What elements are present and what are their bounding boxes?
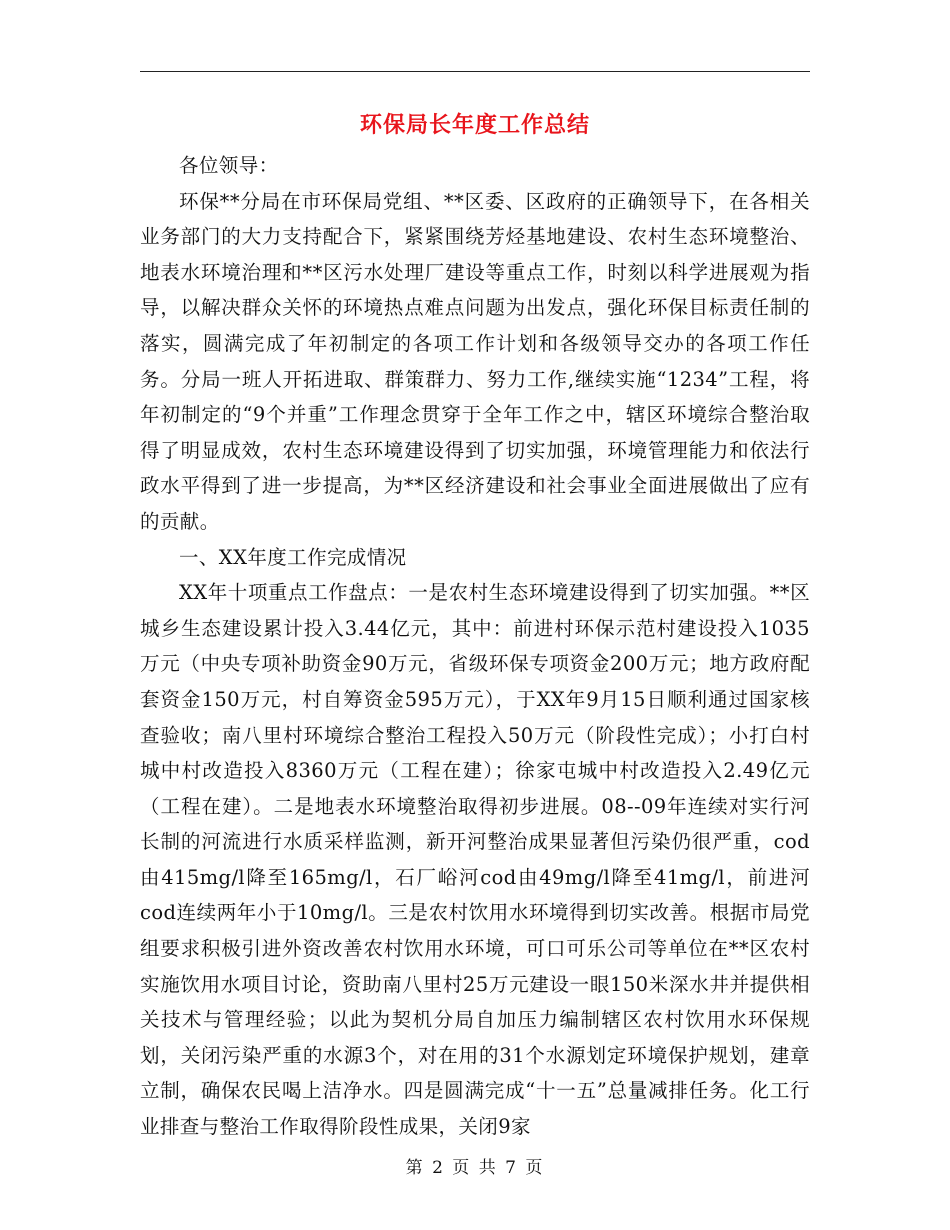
- page-number-footer: 第 2 页 共 7 页: [405, 1158, 545, 1178]
- header-rule: [140, 71, 810, 72]
- document-title: 环保局长年度工作总结: [359, 113, 590, 138]
- intro-paragraph: 环保**分局在市环保局党组、**区委、区政府的正确领导下，在各相关业务部门的大力支持配合下，紧紧围绕芳烃基地建设、农村生态环境整治、地表水环境治理和**区污水处理厂建设等重点工作，时刻以科学进展观为指导，以解决群众关怀的环境热点难点问题为出发点，强化环保目标责任制的落实，圆满完成了年初制定的各项工作计划和各级领导交办的各项工作任务。分局一班人开拓进取、群策群力、努力工作,继续实施“1234”工程，将年初制定的“9个并重”工作理念贯穿于全年工作之中，辖区环境综合整治取得了明显成效，农村生态环境建设得到了切实加强，环境管理能力和依法行政水平得到了进一步提高，为**区经济建设和社会事业全面进展做出了应有的贡献。: [140, 189, 810, 533]
- section-heading: 一、XX年度工作完成情况: [179, 545, 407, 569]
- work-summary-paragraph: XX年十项重点工作盘点：一是农村生态环境建设得到了切实加强。**区城乡生态建设累计投入3.44亿元，其中：前进村环保示范村建设投入1035万元（中央专项补助资金90万元，省级环保专项资金200万元；地方政府配套资金150万元，村自筹资金595万元），于XX年9月15日顺利通过国家核查验收；南八里村环境综合整治工程投入50万元（阶段性完成）；小打白村城中村改造投入8360万元（工程在建）；徐家屯城中村改造投入2.49亿元（工程在建）。二是地表水环境整治取得初步进展。08--09年连续对实行河长制的河流进行水质采样监测，新开河整治成果显著但污染仍很严重，cod由415mg/l降至165mg/l，石厂峪河cod由49mg/l降至41mg/l，前进河cod连续两年小于10mg/l。三是农村饮用水环境得到切实改善。根据市局党组要求积极引进外资改善农村饮用水环境，可口可乐公司等单位在**区农村实施饮用水项目讨论，资助南八里村25万元建设一眼150米深水井并提供相关技术与管理经验；以此为契机分局自加压力编制辖区农村饮用水环保规划，关闭污染严重的水源3个，对在用的31个水源划定环境保护规划，建章立制，确保农民喝上洁净水。四是圆满完成“十一五”总量减排任务。化工行业排查与整治工作取得阶段性成果，关闭9家: [140, 581, 810, 1139]
- document-body: [140, 148, 810, 1145]
- greeting-paragraph: 各位领导：: [179, 154, 279, 177]
